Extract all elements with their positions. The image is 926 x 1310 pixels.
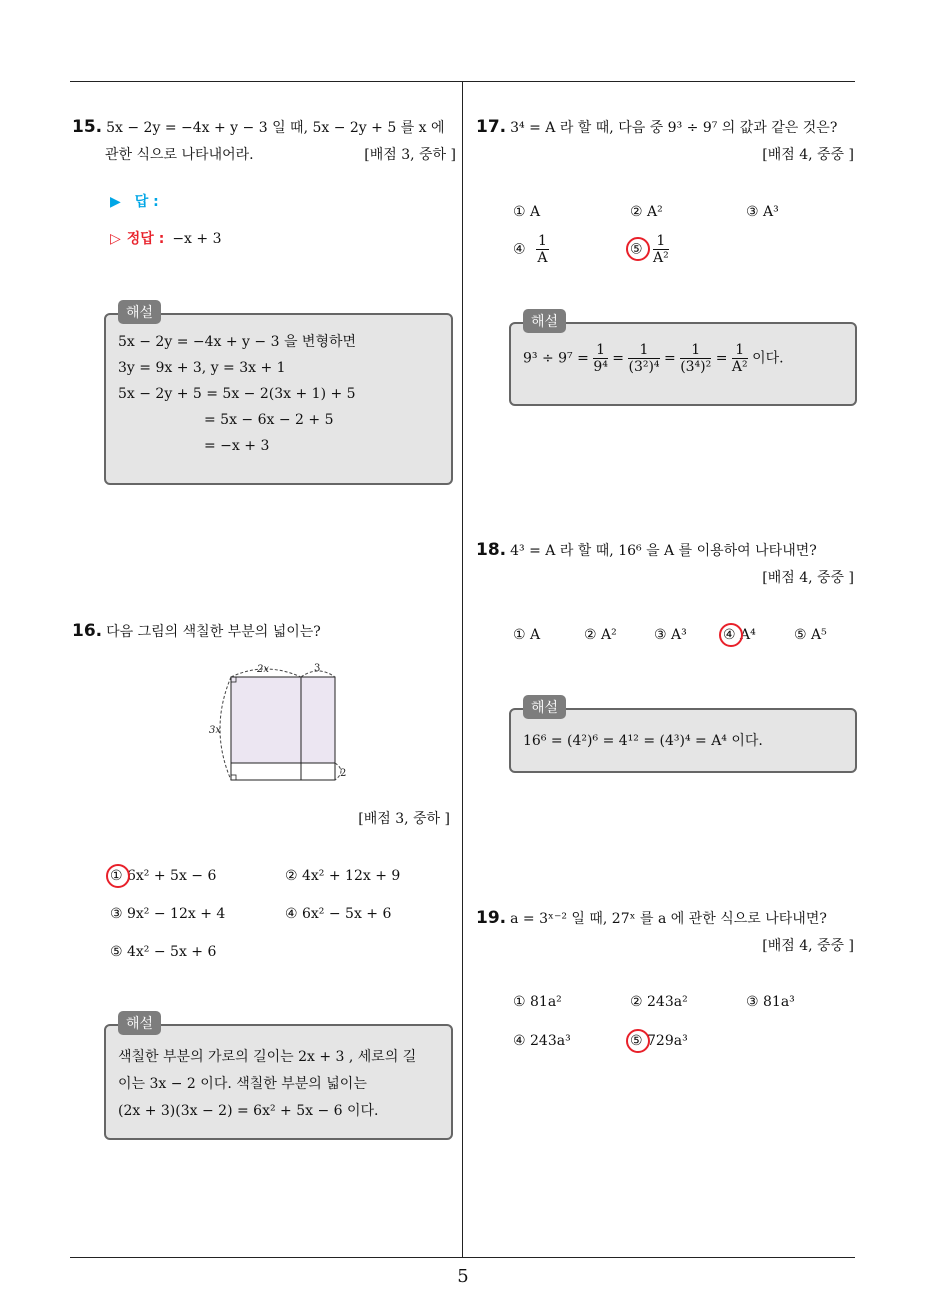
question-16 bbox=[72, 618, 456, 646]
choice-18-5[interactable]: ⑤ A⁵ bbox=[794, 627, 827, 643]
explanation-line: 3y = 9x + 3, y = 3x + 1 bbox=[118, 360, 286, 376]
figure-label-2x: 2x bbox=[257, 664, 270, 675]
explanation-suffix: 이다. bbox=[752, 350, 784, 367]
question-text: 5x − 2y = −4x + y − 3 일 때, 5x − 2y + 5 를 x 에 bbox=[106, 120, 445, 136]
fraction: $\frac{1}{A}$ bbox=[537, 233, 548, 266]
question-meta: [배점 4, 중중 ] bbox=[762, 938, 854, 954]
choice-19-5[interactable]: ⑤ 729a³ bbox=[630, 1033, 688, 1049]
question-text: 3⁴ = A 라 할 때, 다음 중 9³ ÷ 9⁷ 의 값과 같은 것은? bbox=[510, 120, 838, 136]
question-meta: [배점 3, 중하 ] bbox=[364, 147, 456, 163]
question-number: 19. bbox=[476, 908, 507, 928]
correct-answer-row bbox=[110, 228, 221, 248]
explanation-line: (2x + 3)(3x − 2) = 6x² + 5x − 6 이다. bbox=[118, 1103, 379, 1119]
question-text-cont: 관한 식으로 나타내어라. bbox=[105, 147, 254, 163]
answer-label: 답 : bbox=[134, 194, 159, 210]
question-number: 18. bbox=[476, 540, 507, 560]
choice-17-3[interactable]: ③ A³ bbox=[746, 204, 779, 220]
explanation-line: 색칠한 부분의 가로의 길이는 2x + 3 , 세로의 길 bbox=[118, 1049, 417, 1065]
explanation-tag: 해설 bbox=[523, 695, 566, 719]
question-meta: [배점 3, 중하 ] bbox=[358, 811, 450, 827]
choice-16-2[interactable]: ② 4x² + 12x + 9 bbox=[285, 868, 401, 884]
explanation-line: 5x − 2y = −4x + y − 3 을 변형하면 bbox=[118, 334, 357, 350]
explanation-line: 5x − 2y + 5 = 5x − 2(3x + 1) + 5 bbox=[118, 386, 356, 402]
choice-17-4[interactable] bbox=[513, 233, 549, 266]
explanation-tag: 해설 bbox=[523, 309, 566, 333]
choice-marker: ④ bbox=[513, 241, 526, 258]
page-number: 5 bbox=[457, 1266, 469, 1287]
choice-17-2[interactable]: ② A² bbox=[630, 204, 663, 220]
correct-label: 정답 : bbox=[126, 231, 165, 247]
question-17 bbox=[476, 114, 854, 169]
choice-19-1[interactable]: ① 81a² bbox=[513, 994, 562, 1010]
choice-18-1[interactable]: ① A bbox=[513, 627, 541, 643]
fraction: $\frac{1}{\text{(3⁴)²}}$ bbox=[680, 342, 712, 375]
choice-19-2[interactable]: ② 243a² bbox=[630, 994, 688, 1010]
outline-arrow-icon: ▷ bbox=[110, 231, 121, 247]
selected-answer-circle bbox=[106, 864, 130, 888]
figure-label-3x: 3x bbox=[209, 725, 222, 736]
column-divider bbox=[462, 81, 463, 1258]
question-number: 16. bbox=[72, 621, 103, 641]
answer-row bbox=[110, 191, 159, 211]
question-meta: [배점 4, 중중 ] bbox=[762, 570, 854, 586]
fraction: $\frac{1}{\text{9⁴}}$ bbox=[593, 342, 608, 375]
explanation-box-17: 해설 9³ ÷ 9⁷ = $\frac{1}{\text{9⁴}}$ = $\frac{1}{\text{(3²)⁴}}$ = $\frac{1}{\text{(3⁴)²}}$ = $\frac{1}{\text{A²}}$ 이다. bbox=[509, 322, 857, 406]
choice-17-1[interactable]: ① A bbox=[513, 204, 541, 220]
question-meta: [배점 4, 중중 ] bbox=[762, 147, 854, 163]
explanation-tag: 해설 bbox=[118, 300, 161, 324]
explanation-line: = −x + 3 bbox=[204, 438, 270, 454]
explanation-line: 이는 3x − 2 이다. 색칠한 부분의 넓이는 bbox=[118, 1076, 367, 1092]
choice-16-4[interactable]: ④ 6x² − 5x + 6 bbox=[285, 906, 392, 922]
figure-label-2-side: 2 bbox=[340, 768, 347, 779]
question-text: 4³ = A 라 할 때, 16⁶ 을 A 를 이용하여 나타내면? bbox=[510, 543, 817, 559]
question-number: 15. bbox=[72, 117, 103, 137]
figure-label-3-top: 3 bbox=[314, 663, 321, 674]
selected-answer-circle bbox=[626, 1029, 650, 1053]
selected-answer-circle bbox=[626, 237, 650, 261]
explanation-line: 16⁶ = (4²)⁶ = 4¹² = (4³)⁴ = A⁴ 이다. bbox=[523, 733, 763, 749]
selected-answer-circle bbox=[719, 623, 743, 647]
choice-19-4[interactable]: ④ 243a³ bbox=[513, 1033, 571, 1049]
explanation-tag: 해설 bbox=[118, 1011, 161, 1035]
area-figure bbox=[205, 655, 355, 785]
question-19 bbox=[476, 905, 854, 960]
choice-16-1[interactable]: ① 6x² + 5x − 6 bbox=[110, 868, 217, 884]
question-text: a = 3ˣ⁻² 일 때, 27ˣ 를 a 에 관한 식으로 나타내면? bbox=[510, 911, 827, 927]
correct-value: −x + 3 bbox=[172, 231, 222, 247]
fraction: $\frac{1}{\text{(3²)⁴}}$ bbox=[628, 342, 660, 375]
explanation-line: = 5x − 6x − 2 + 5 bbox=[204, 412, 334, 428]
choice-18-2[interactable]: ② A² bbox=[584, 627, 617, 643]
choice-19-3[interactable]: ③ 81a³ bbox=[746, 994, 795, 1010]
explanation-box-16 bbox=[104, 1016, 453, 1140]
play-arrow-icon: ▶ bbox=[110, 194, 121, 210]
choice-18-4[interactable]: ④ A⁴ bbox=[723, 627, 756, 643]
question-18 bbox=[476, 537, 854, 592]
fraction: $\frac{1}{\text{A²}}$ bbox=[653, 233, 669, 266]
question-number: 17. bbox=[476, 117, 507, 137]
explanation-box-15 bbox=[104, 305, 453, 485]
fraction: $\frac{1}{\text{A²}}$ bbox=[731, 342, 748, 375]
explanation-prefix: 9³ ÷ 9⁷ = bbox=[523, 350, 589, 367]
question-text: 다음 그림의 색칠한 부분의 넓이는? bbox=[106, 624, 321, 640]
choice-18-3[interactable]: ③ A³ bbox=[654, 627, 687, 643]
choice-16-5[interactable]: ⑤ 4x² − 5x + 6 bbox=[110, 944, 217, 960]
bottom-rule bbox=[70, 1257, 855, 1258]
choice-16-3[interactable]: ③ 9x² − 12x + 4 bbox=[110, 906, 226, 922]
choice-marker: ⑤ bbox=[630, 241, 643, 258]
explanation-box-18 bbox=[509, 700, 857, 773]
question-15 bbox=[72, 114, 456, 169]
